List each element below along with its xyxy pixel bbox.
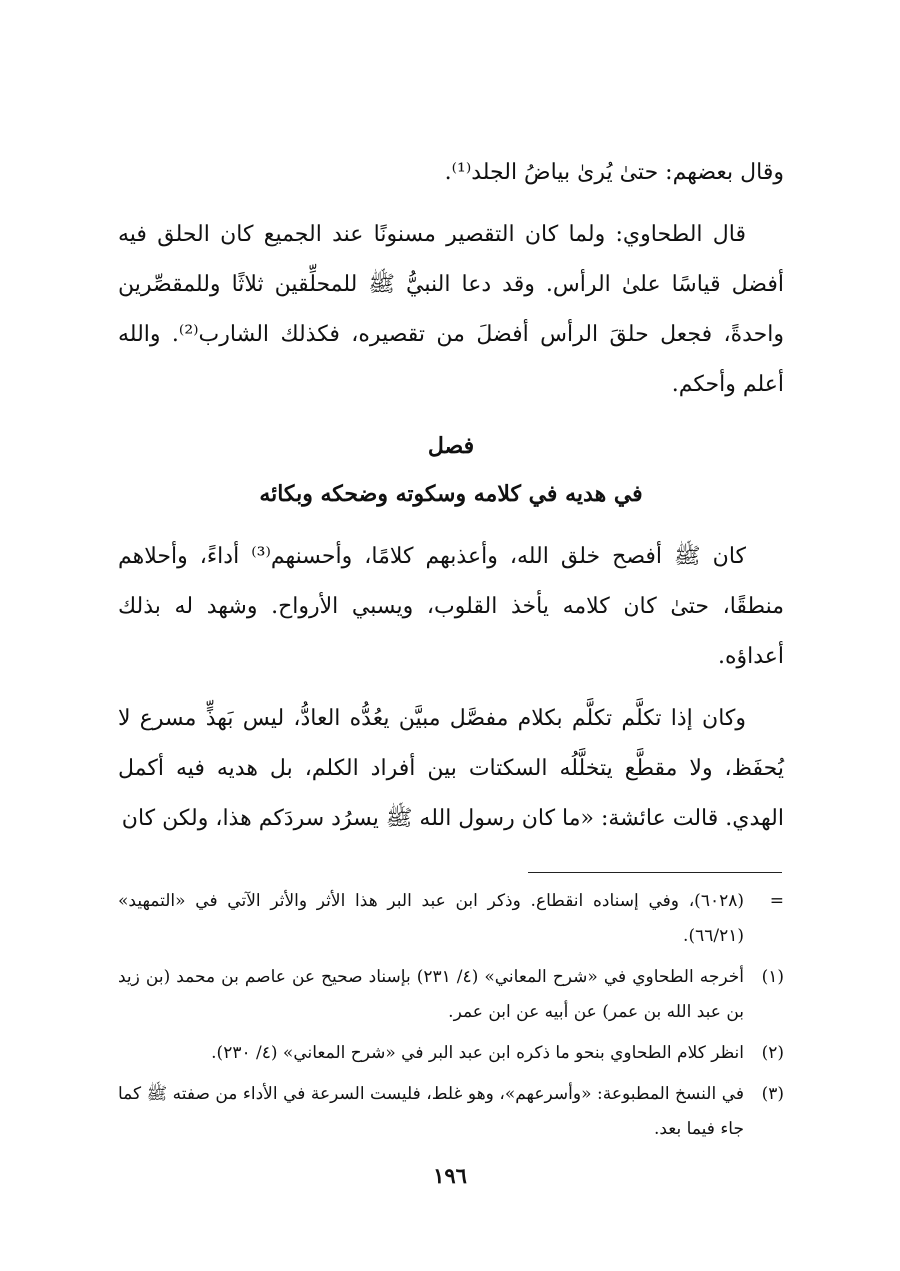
main-text bbox=[118, 148, 784, 856]
paragraph: وقال بعضهم: حتىٰ يُرىٰ بياضُ الجلد⁽¹⁾. bbox=[444, 160, 784, 185]
footnote bbox=[118, 1036, 784, 1071]
footnotes bbox=[118, 884, 784, 1153]
footnote-divider bbox=[528, 872, 782, 873]
footnote bbox=[118, 1077, 784, 1147]
footnote-text: في النسخ المطبوعة: «وأسرعهم»، وهو غلط، فليست السرعة في الأداء من صفته ﷺ كما جاء فيما بعد. bbox=[118, 1084, 744, 1139]
footnote-text: (٦٠٢٨)، وفي إسناده انقطاع. وذكر ابن عبد البر هذا الأثر والأثر الآتي في «التمهيد» (٦٦/٢١). bbox=[118, 891, 744, 946]
page-number: ١٩٦ bbox=[433, 1163, 467, 1188]
section-title: فصل bbox=[427, 433, 475, 459]
footnote-marker: (١) bbox=[761, 967, 784, 987]
footnote-marker: (٢) bbox=[761, 1043, 784, 1063]
paragraph: كان ﷺ أفصح خلق الله، وأعذبهم كلامًا، وأحسنهم⁽³⁾ أداءً، وأحلاهم منطقًا، حتىٰ كان كلامه يأخذ القلوب، ويسبي الأرواح. وشهد له بذلك أعداؤه. bbox=[118, 544, 784, 669]
footnote bbox=[118, 884, 784, 954]
paragraph: قال الطحاوي: ولما كان التقصير مسنونًا عند الجميع كان الحلق فيه أفضل قياسًا علىٰ الرأس. وقد دعا النبيُّ ﷺ للمحلِّقين ثلاثًا وللمقصِّرين واحدةً، فجعل حلقَ الرأس أفضلَ من تقصيره، فكذلك الشارب⁽²⁾. والله أعلم وأحكم. bbox=[118, 222, 784, 397]
footnote-text: أخرجه الطحاوي في «شرح المعاني» (٤/ ٢٣١) بإسناد صحيح عن عاصم بن محمد (بن زيد بن عبد الله بن عمر) عن أبيه عن ابن عمر. bbox=[118, 967, 744, 1022]
footnote bbox=[118, 960, 784, 1030]
paragraph: وكان إذا تكلَّم تكلَّم بكلام مفصَّل مبيَّن يعُدُّه العادُّ، ليس بَهذٍّ مسرع لا يُحفَظ، ولا مقطَّع يتخلَّلُه السكتات بين أفراد الكلم، بل هديه فيه أكمل الهدي. قالت عائشة: «ما كان رسول الله ﷺ يسرُد سردَكم هذا، ولكن كان bbox=[118, 706, 784, 831]
footnote-marker: (٣) bbox=[761, 1084, 784, 1104]
footnote-text: انظر كلام الطحاوي بنحو ما ذكره ابن عبد البر في «شرح المعاني» (٤/ ٢٣٠). bbox=[211, 1043, 744, 1063]
section-subtitle: في هديه في كلامه وسكوته وضحكه وبكائه bbox=[259, 481, 643, 507]
footnote-marker: = bbox=[769, 891, 784, 911]
